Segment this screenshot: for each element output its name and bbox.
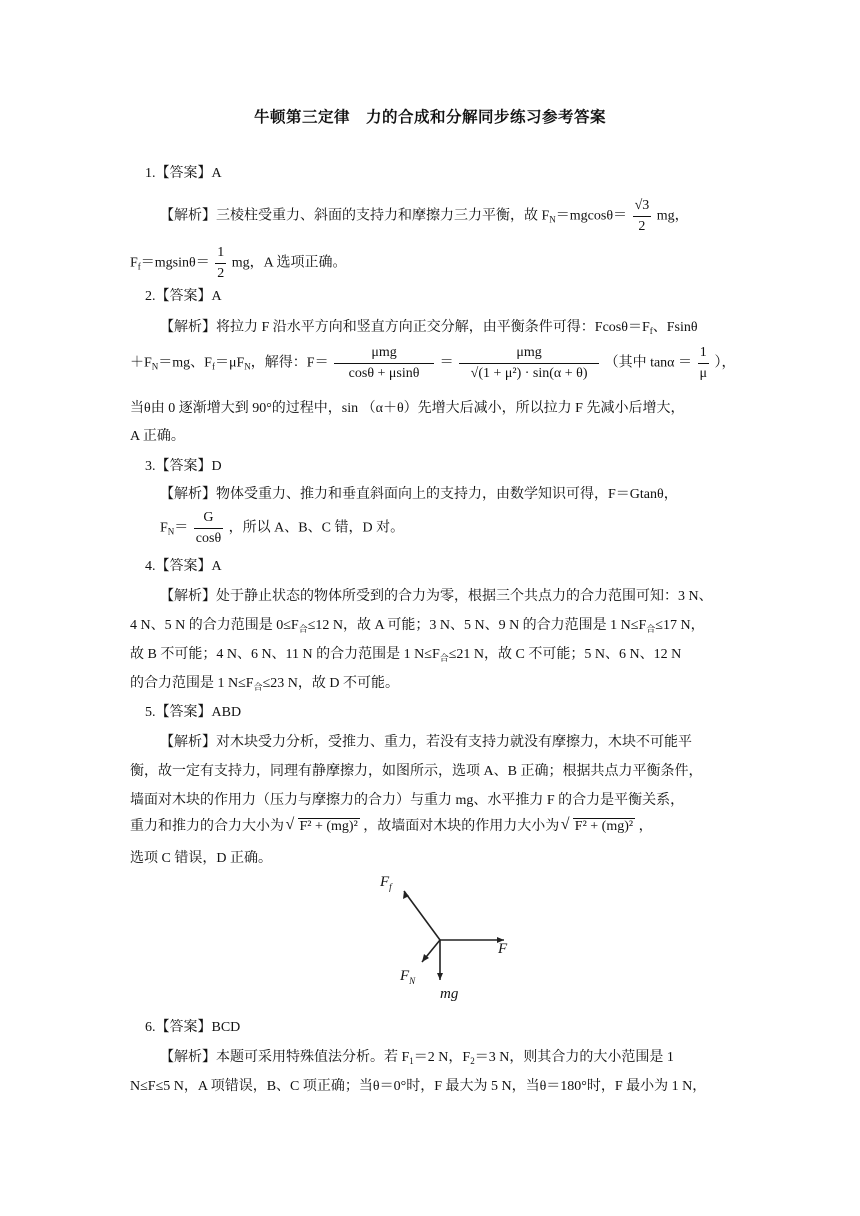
fraction: $\frac{1}{2}$ (217, 245, 225, 281)
q5-analysis-line2: 衡，故一定有支持力，同理有静摩擦力，如图所示，选项 A、B 正确；根据共点力平衡条件， (130, 764, 703, 779)
fraction: $\frac{G}{\cos\theta}$ (195, 510, 222, 546)
q1-analysis-line2: $F_f=mgsin\theta=$ $\frac{1}{2}$ mg，A 选项正确。 (130, 243, 346, 284)
q6-analysis-line1: 【解析】本题可采用特殊值法分析。若 $F_1=2$ N，$F_2=3$ N，则其合力的大小范围是 1 (160, 1050, 674, 1066)
q1-analysis-line1: 【解析】三棱柱受重力、斜面的支持力和摩擦力三力平衡，故 $F_N=mgcos\theta=$ $\frac{√3}{2}$ mg， (160, 196, 689, 237)
fraction: $\frac{1}{\mu}$ (699, 345, 708, 381)
fn-label: $F_N$ (400, 968, 416, 986)
q5-analysis-line4: 重力和推力的合力大小为 √ F² + (mg)² ，故墙面对木块的作用力大小为 √ F² + (mg)² ， (130, 815, 653, 838)
q2-analysis-line3: 当θ由 0 逐渐增大到 90°的过程中，sin （α＋θ）先增大后减小，所以拉力 F 先减小后增大， (130, 401, 685, 416)
q5-analysis-line5: 选项 C 错误，D 正确。 (130, 851, 272, 866)
q2-answer: 2.【答案】A (145, 289, 222, 304)
q4-analysis-line4: 的合力范围是 1 $N\le F_合\le 23$ N，故 D 不可能。 (130, 676, 400, 692)
ff-label: $F_f$ (380, 874, 392, 892)
fraction: $\frac{√3}{2}$ (634, 198, 650, 234)
q3-answer: 3.【答案】D (145, 459, 222, 474)
q3-analysis-line1: 【解析】物体受重力、推力和垂直斜面向上的支持力，由数学知识可得，F＝Gtanθ， (160, 487, 678, 502)
fraction: $\frac{\text{μmg}}{\cos\theta + \mu\sin\theta}$ (334, 343, 434, 384)
sqrt-expression: √ F² + (mg)² (288, 815, 360, 838)
sqrt-expression: √ F² + (mg)² (563, 815, 635, 838)
q4-analysis-line3: 故 B 不可能；4 N、6 N、11 N 的合力范围是 1 $N\le F_合\le 21$ N，故 C 不可能；5 N、6 N、12 N (130, 647, 682, 663)
fraction: $\frac{\text{μmg}}{\text{√(1 + μ²) · sin(α + θ)}}$ (459, 343, 599, 384)
q2-analysis-line1: 【解析】将拉力 F 沿水平方向和竖直方向正交分解，由平衡条件可得：$Fcos\theta=F_f$、Fsinθ (160, 320, 698, 336)
q4-analysis-line2: 4 N、5 N 的合力范围是 $0\le F_合\le 12$ N，故 A 可能；3 N、5 N、9 N 的合力范围是 1 $N\le F_合\le 17$ N， (130, 618, 705, 634)
q2-analysis-line2: $+F_N=mg$、$F_f=\mu F_N$，解得：F＝ $\frac{\text{μmg}}{\cos\theta + \mu\sin\theta}$ ＝ $\frac{\text{μmg}}{\text{√(1 + μ²) · sin(α + θ)}}$ （其中 tanα ＝ $\frac{1}{\mu}$ ）， (130, 343, 736, 384)
friction-force-arrow (404, 891, 440, 940)
q5-analysis-line1: 【解析】对木块受力分析，受推力、重力，若没有支持力就没有摩擦力，木块不可能平 (160, 735, 692, 750)
mg-label: mg (440, 986, 459, 1002)
q2-analysis-line4: A 正确。 (130, 429, 185, 444)
force-diagram-svg (372, 867, 518, 1007)
page-title: 牛顿第三定律 力的合成和分解同步练习参考答案 (253, 108, 606, 126)
q4-answer: 4.【答案】A (145, 559, 222, 574)
q5-answer: 5.【答案】ABD (145, 705, 242, 720)
q4-analysis-line1: 【解析】处于静止状态的物体所受到的合力为零，根据三个共点力的合力范围可知：3 N、 (160, 589, 713, 604)
q6-answer: 6.【答案】BCD (145, 1020, 241, 1035)
q1-answer: 1.【答案】A (145, 166, 222, 181)
f-label: F (498, 941, 508, 957)
force-diagram (372, 867, 518, 1007)
q6-analysis-line2: N≤F≤5 N，A 项错误，B、C 项正确；当θ＝0°时，F 最大为 5 N，当θ＝180°时，F 最小为 1 N， (130, 1079, 707, 1094)
q5-analysis-line3: 墙面对木块的作用力（压力与摩擦力的合力）与重力 mg、水平推力 F 的合力是平衡关系， (130, 793, 685, 808)
q3-analysis-line2: $F_N=$ $\frac{G}{\cos\theta}$ ，所以 A、B、C 错，D 对。 (160, 508, 404, 549)
